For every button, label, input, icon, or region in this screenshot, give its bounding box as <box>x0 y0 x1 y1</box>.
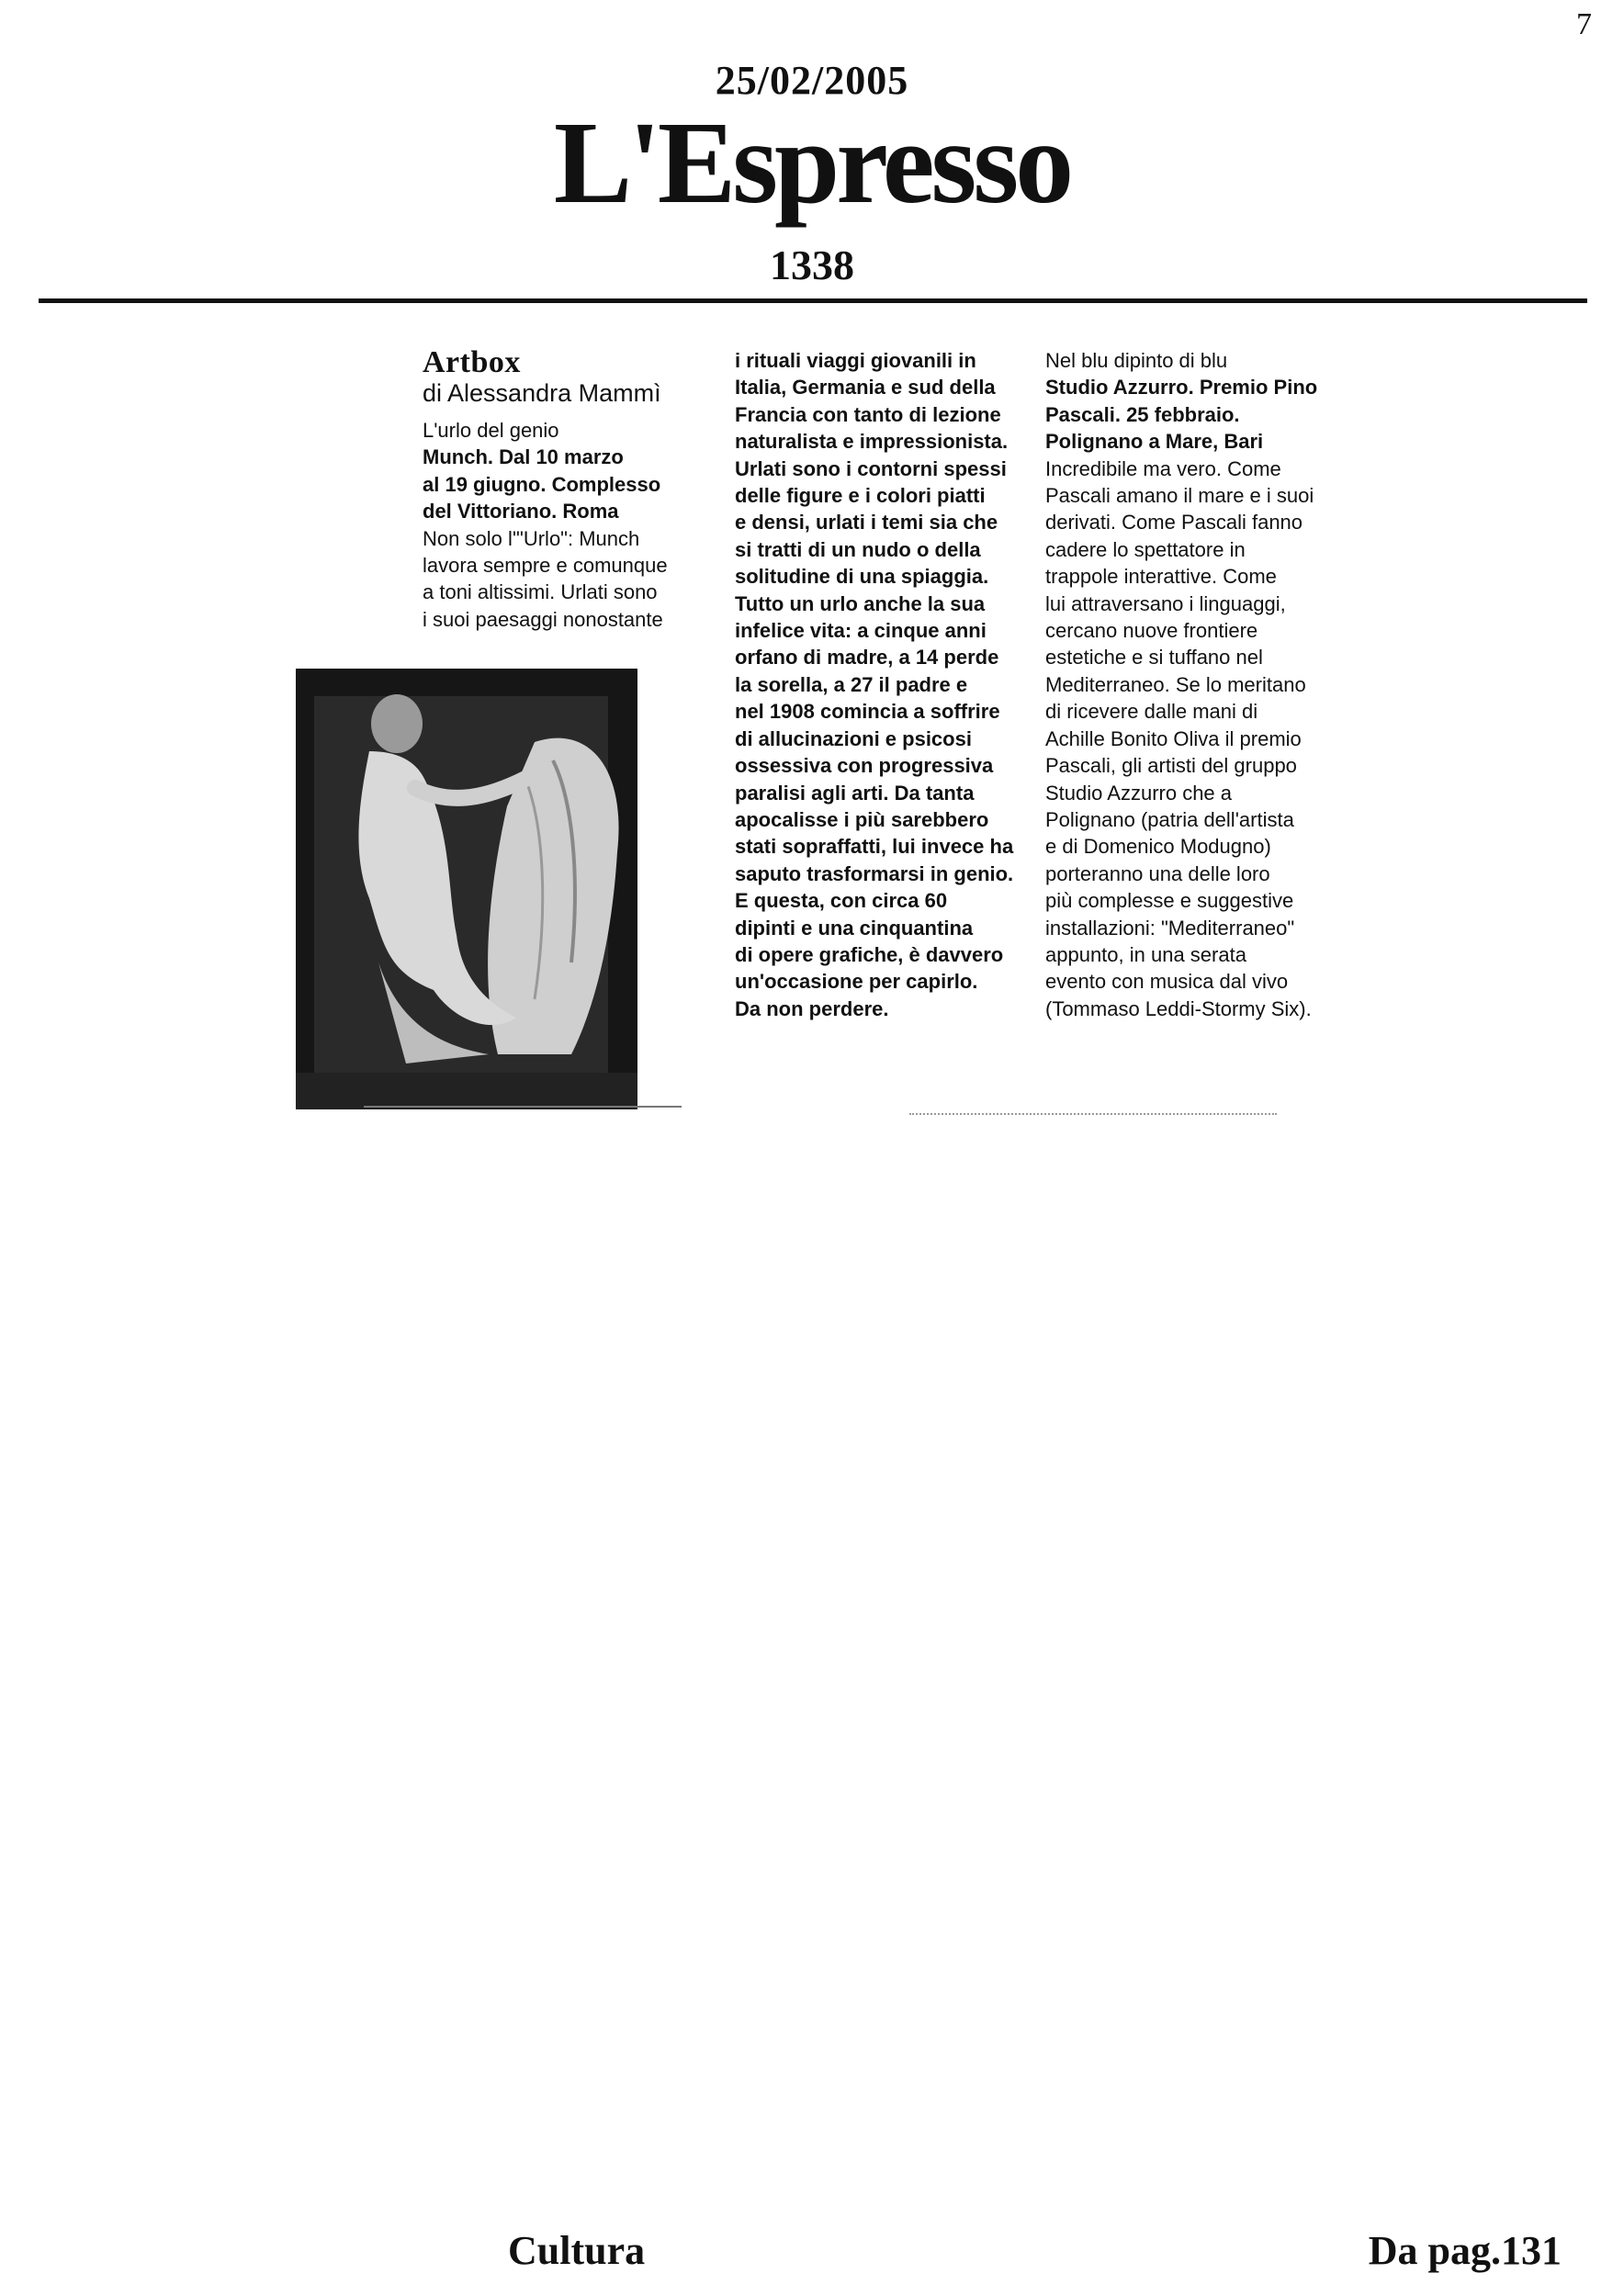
text-line: paralisi agli arti. Da tanta <box>735 781 975 805</box>
header-divider <box>39 298 1587 303</box>
text-line: delle figure e i colori piatti <box>735 484 986 508</box>
article-column-3 <box>1045 347 1348 1022</box>
masthead: L'Espresso <box>553 97 1071 228</box>
text-line: naturalista e impressionista. <box>735 430 1009 454</box>
text-line: Tutto un urlo anche la sua <box>735 591 986 615</box>
text-line: e di Domenico Modugno) <box>1045 835 1271 859</box>
text-line: cercano nuove frontiere <box>1045 619 1258 643</box>
text-line: infelice vita: a cinque anni <box>735 619 987 643</box>
text-line: ossessiva con progressiva <box>735 754 994 778</box>
text-line: Mediterraneo. Se lo meritano <box>1045 672 1306 696</box>
text-line: dipinti e una cinquantina <box>735 916 974 940</box>
text-line: i suoi paesaggi nonostante <box>423 607 663 631</box>
text-line: trappole interattive. Come <box>1045 565 1277 589</box>
text-line: porteranno una delle loro <box>1045 861 1270 885</box>
text-line: lui attraversano i linguaggi, <box>1045 591 1286 615</box>
text-line: Polignano a Mare, Bari <box>1045 430 1264 454</box>
column-3-text <box>1045 347 1348 1022</box>
text-line: Munch. Dal 10 marzo <box>423 445 624 469</box>
text-line: Nel blu dipinto di blu <box>1045 349 1228 372</box>
text-line: del Vittoriano. Roma <box>423 500 619 523</box>
text-line: la sorella, a 27 il padre e <box>735 672 968 696</box>
text-line: Non solo l'"Urlo": Munch <box>423 526 640 550</box>
text-line: evento con musica dal vivo <box>1045 970 1289 994</box>
text-line: Achille Bonito Oliva il premio <box>1045 726 1302 750</box>
text-line: E questa, con circa 60 <box>735 889 948 913</box>
text-line: nel 1908 comincia a soffrire <box>735 700 1000 724</box>
text-line: e densi, urlati i temi sia che <box>735 511 998 535</box>
text-line: Polignano (patria dell'artista <box>1045 807 1294 831</box>
photo-rule <box>364 1106 682 1108</box>
page-number: 7 <box>1576 7 1592 41</box>
text-line: (Tommaso Leddi-Stormy Six). <box>1045 996 1312 1020</box>
column-1-text <box>423 417 698 633</box>
text-line: Italia, Germania e sud della <box>735 376 996 400</box>
text-line: saputo trasformarsi in genio. <box>735 861 1014 885</box>
footer-section: Cultura <box>508 2228 646 2273</box>
text-line: di opere grafiche, è davvero <box>735 942 1004 966</box>
text-line: L'urlo del genio <box>423 419 559 442</box>
text-line: si tratti di un nudo o della <box>735 537 981 561</box>
text-line: appunto, in una serata <box>1045 942 1246 966</box>
text-line: un'occasione per capirlo. <box>735 970 978 994</box>
text-line: estetiche e si tuffano nel <box>1045 646 1263 670</box>
text-line: Pascali amano il mare e i suoi <box>1045 484 1314 508</box>
text-line: orfano di madre, a 14 perde <box>735 646 999 670</box>
text-line: di ricevere dalle mani di <box>1045 700 1258 724</box>
text-line: Pascali, gli artisti del gruppo <box>1045 754 1297 778</box>
text-line: solitudine di una spiaggia. <box>735 565 989 589</box>
text-line: più complesse e suggestive <box>1045 889 1294 913</box>
column-2-text <box>735 347 1020 1022</box>
text-line: Francia con tanto di lezione <box>735 402 1001 426</box>
text-line: derivati. Come Pascali fanno <box>1045 511 1303 535</box>
text-line: stati sopraffatti, lui invece ha <box>735 835 1014 859</box>
painting-image <box>296 669 637 1109</box>
article-column-1 <box>423 347 698 633</box>
clipping-edge-dots <box>909 1113 1277 1115</box>
footer-source-page: Da pag.131 <box>1368 2228 1562 2273</box>
text-line: apocalisse i più sarebbero <box>735 807 989 831</box>
byline: di Alessandra Mammì <box>423 379 661 407</box>
publication-date: 25/02/2005 <box>715 58 909 103</box>
article-column-2 <box>735 347 1020 1022</box>
text-line: Incredibile ma vero. Come <box>1045 456 1281 480</box>
text-line: al 19 giugno. Complesso <box>423 472 661 496</box>
text-line: a toni altissimi. Urlati sono <box>423 580 658 604</box>
text-line: di allucinazioni e psicosi <box>735 726 972 750</box>
text-line: Urlati sono i contorni spessi <box>735 456 1007 480</box>
munch-painting-photo <box>296 669 637 1109</box>
text-line: cadere lo spettatore in <box>1045 537 1246 561</box>
text-line: Studio Azzurro che a <box>1045 781 1233 805</box>
text-line: Da non perdere. <box>735 996 889 1020</box>
text-line: lavora sempre e comunque <box>423 554 668 578</box>
text-line: Pascali. 25 febbraio. <box>1045 402 1240 426</box>
text-line: installazioni: "Mediterraneo" <box>1045 916 1295 940</box>
text-line: Studio Azzurro. Premio Pino <box>1045 376 1318 400</box>
section-title: Artbox <box>423 345 521 379</box>
text-line: i rituali viaggi giovanili in <box>735 349 976 372</box>
issue-number: 1338 <box>770 242 854 288</box>
